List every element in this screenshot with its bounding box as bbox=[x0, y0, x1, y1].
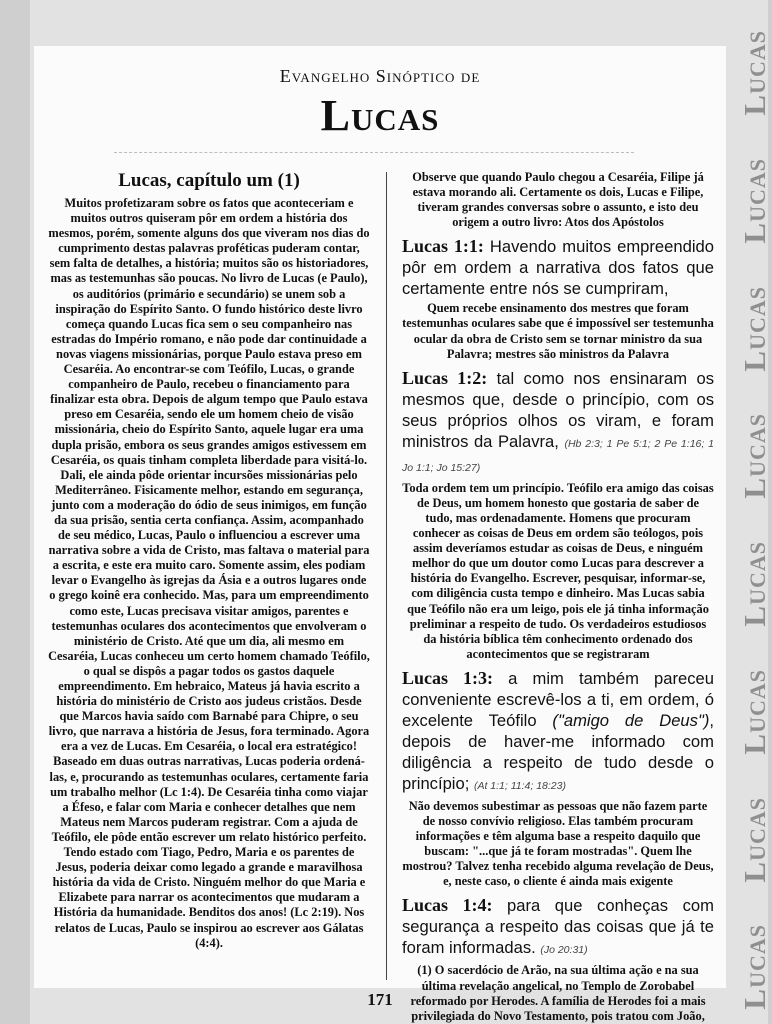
chapter-heading: Lucas, capítulo um (1) bbox=[118, 170, 300, 191]
side-label: Lucas bbox=[737, 30, 772, 116]
page-title: Lucas bbox=[320, 91, 440, 140]
side-label: Lucas bbox=[737, 924, 772, 1010]
verse-1-4 bbox=[402, 895, 714, 961]
side-label: Lucas bbox=[737, 413, 772, 499]
verse-text: , depois de haver-me informado com diligência a respeito de tudo desde o princípio; bbox=[402, 710, 714, 793]
verse-1-3 bbox=[402, 668, 714, 797]
intro-note: Observe que quando Paulo chegou a Cesaréia, Filipe já estava morando ali. Certamente os dois, Lucas e Filipe, tiveram grandes conversas sobre o assunto, e isto deu origem a outro livro: Atos dos Apóstolos bbox=[412, 170, 704, 230]
verse-text: a mim também pareceu conveniente escrevê-los a ti, em ordem, ó excelente Teófilo bbox=[402, 668, 714, 730]
verse-reference: (Jo 20:31) bbox=[540, 944, 588, 957]
verse-label: Lucas 1:1: bbox=[402, 236, 484, 257]
left-column bbox=[48, 170, 370, 951]
verse-1-2 bbox=[402, 368, 714, 479]
verse-note: (1) O sacerdócio de Arão, na sua última ação e na sua última revelação angelical, no Templo de Zorobabel reformado por Herodes. A família de Herodes foi a mais privilegiada do Novo Testamento, pois tratou com João, bbox=[410, 963, 706, 1023]
verse-note: Não devemos subestimar as pessoas que não fazem parte de nosso convívio religioso. Elas também procuram informações e têm alguma base a respeito daquilo que buscam: "...que já te foram mostradas". Quem lhe mostrou? Talvez tenha recebido alguma revelação de Deus, e, neste caso, o cliente é ainda mais exigente bbox=[402, 798, 714, 889]
verse-note: Toda ordem tem um princípio. Teófilo era amigo das coisas de Deus, um homem honesto que gostaria de saber de tudo, mas ordenadamente. Homens que procuram conhecer as coisas de Deus em ordem são teólogos, pois assim deveríamos estudar as coisas de Deus, e ninguém melhor do que um doutor como Lucas para descrever a história do Evangelho. Escrever, pesquisar, informar-se, com diligência custa tempo e dinheiro. Mas Lucas sabia que Teófilo não era um leigo, pois ele já tinha informação preliminar a respeito de tudo. Os verdadeiros estudiosos da história bíblica têm conhecimento ordenado dos acontecimentos que se registraram bbox=[402, 480, 714, 661]
side-label: Lucas bbox=[737, 541, 772, 627]
side-label: Lucas bbox=[737, 285, 772, 372]
verse-1-1 bbox=[402, 236, 714, 299]
chapter-eyebrow: Evangelho Sinóptico de bbox=[279, 66, 481, 86]
column-divider bbox=[386, 172, 387, 980]
verse-note: Quem recebe ensinamento dos mestres que foram testemunhas oculares sabe que é impossível ser testemunha ocular da obra de Cristo sem se tornar ministro da sua Palavra; mestres são ministros da Palavra bbox=[402, 301, 714, 361]
verse-label: Lucas 1:2: bbox=[402, 367, 488, 388]
intro-paragraph: Muitos profetizaram sobre os fatos que aconteceriam e muitos outros quiseram pôr em ordem a história dos mesmos, porém, somente alguns dos que viveram nos dias do cumprimento destas palavras proféticas puderam contar, sem falta de detalhes, a história; muitos são os historiadores, mas as testemunhas são poucas. No livro de Lucas (e Paulo), os auditórios (primário e secundário) se unem sob a inspiração do Espírito Santo. O fundo histórico deste livro começa quando Lucas fica sem o seu companheiro nas estradas do Império romano, e não pode dar continuidade a novas viagens missionárias, porque Paulo estava preso em Cesaréia. Ao encontrar-se com Teófilo, Lucas, o grande companheiro de Paulo, recebeu o financiamento para finalizar esta obra. Depois de algum tempo que Paulo estava preso em Cesaréia, sendo ele um homem cheio de visão missionária, cheio do Espírito Santo, aquele lugar era uma dupla prisão, embora os seus grandes amigos estivessem em Cesaréia, os quais tinham completa liberdade para visitá-lo. Dali, ele ainda pôde orientar incursões missionárias pelo Mediterrâneo. Fisicamente melhor, estando em segurança, junto com a moderação do ódio de seus inimigos, em função da sua prisão, sentia certa confiança. Assim, acompanhado de seu médico, Lucas, Paulo o influenciou a escrever uma narrativa sobre a vida de Cristo, mas faltava o material para a escrita, e este era muito caro. Somente assim, eles podiam levar o Evangelho às igrejas da Ásia e a outros lugares onde o grego koinê era conhecido. Mas, para um empreendimento como este, Lucas precisava visitar amigos, parentes e testemunhas oculares dos acontecimentos que envolveram o ministério de Cristo. Até que um dia, ali mesmo em Cesaréia, Lucas conheceu um certo homem chamado Teófilo, o qual se dispôs a pagar todos os gastos daquele empreendimento. Em hebraico, Mateus já havia escrito a história do ministério de Cristo aos judeus cristãos. Desde que Marcos havia saído com Barnabé para Chipre, o seu livro, que narrava a história de Jesus, fora terminado. Agora era a vez de Lucas. Em Cesaréia, o local era estratégico! Baseado em duas outras narrativas, Lucas poderia ordená-las, e, procurando as testemunhas oculares, certamente faria um trabalho melhor (Lc 1:4). De Cesaréia tinha como viajar a Éfeso, e falar com Maria e conhecer detalhes que nem Mateus nem Marcos puderam registrar. Com a ajuda de Teófilo, ele pôde então escrever um relato histórico perfeito. Tendo estado com Tiago, Pedro, Maria e os parentes de Jesus, poderia deixar como legado a grande e maravilhosa história da vida de Cristo. Ninguém melhor do que Maria e Elizabete para narrar os acontecimentos que mudaram a História da humanidade. Benditos dos anos! (Lc 2:19). Nos relatos de Lucas, Paulo se inspirou ao escrever aos Gálatas (4:4). bbox=[48, 196, 370, 950]
side-label: Lucas bbox=[737, 796, 772, 883]
verse-text: Havendo muitos empreendido pôr em ordem a narrativa dos fatos que certamente entre nós se cumpriram, bbox=[402, 237, 714, 299]
verse-quote: ("amigo de Deus") bbox=[552, 710, 710, 730]
right-column bbox=[402, 170, 714, 1024]
verse-text: tal como nos ensinaram os mesmos que, desde o princípio, com os seus próprios olhos os viram, e foram ministros da Palavra, bbox=[402, 368, 714, 451]
side-thumb-index bbox=[737, 30, 772, 1010]
header-rule bbox=[114, 152, 634, 153]
side-label: Lucas bbox=[737, 668, 772, 755]
verse-label: Lucas 1:3: bbox=[402, 667, 494, 688]
verse-text: para que conheças com segurança a respeito das coisas que já te foram informadas. bbox=[402, 896, 714, 958]
verse-reference: (At 1:1; 11:4; 18:23) bbox=[473, 779, 566, 792]
verse-reference: (Hb 2:3; 1 Pe 5:1; 2 Pe 1:16; 1 Jo 1:1; Jo 15:27) bbox=[402, 437, 715, 474]
side-label: Lucas bbox=[737, 157, 772, 244]
verse-label: Lucas 1:4: bbox=[402, 895, 493, 916]
book-page bbox=[34, 46, 726, 1023]
page-number: 171 bbox=[367, 990, 393, 1009]
